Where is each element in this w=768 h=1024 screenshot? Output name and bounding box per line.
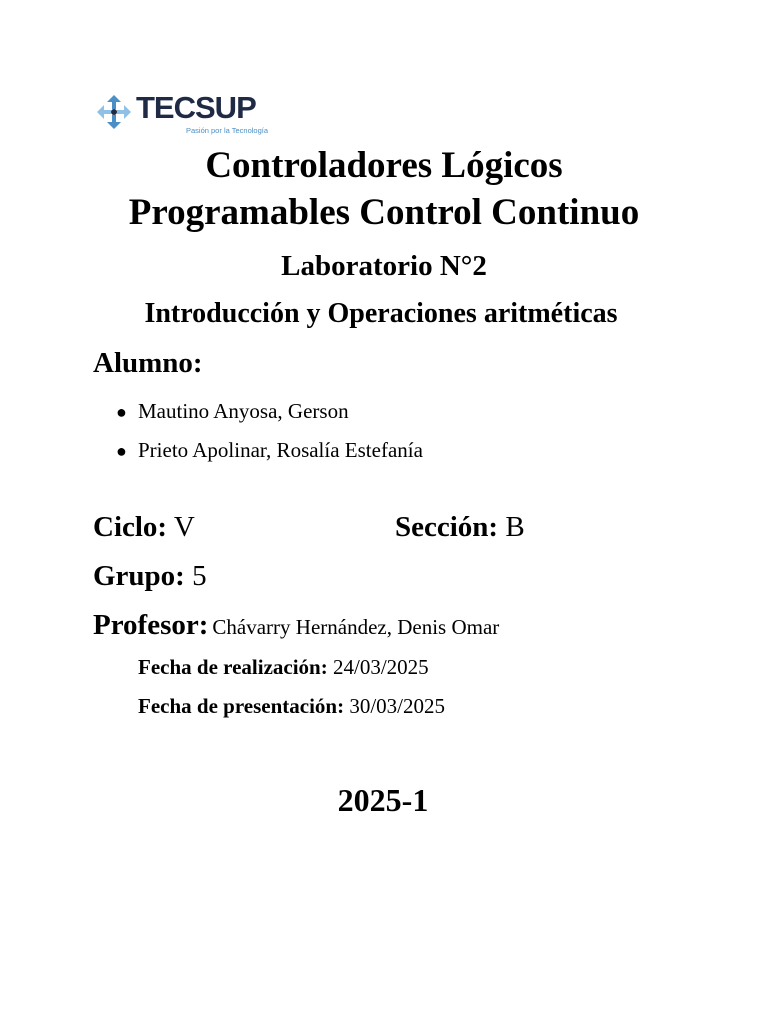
logo-tagline: Pasión por la Tecnología [186, 126, 269, 135]
document-title [0, 142, 768, 236]
seccion-value: B [505, 511, 525, 543]
fecha-realizacion-value: 24/03/2025 [332, 655, 429, 679]
ciclo-label: Ciclo: [93, 511, 168, 543]
tecsup-logo [94, 92, 274, 138]
lab-topic: Introducción y Operaciones aritméticas [144, 298, 618, 329]
profesor-row [93, 607, 499, 648]
students-heading: Alumno: [93, 347, 203, 379]
fecha-presentacion-label: Fecha de presentación: [138, 694, 345, 718]
ciclo-row [93, 509, 195, 545]
fecha-presentacion-value: 30/03/2025 [349, 694, 446, 718]
bullet-icon: ● [116, 441, 127, 461]
fecha-realizacion-label: Fecha de realización: [138, 655, 328, 679]
student-name: Mautino Anyosa, Gerson [138, 399, 349, 423]
logo-wordmark: TECSUP [136, 90, 256, 125]
bullet-icon: ● [116, 402, 127, 422]
list-item [116, 392, 423, 431]
title-line-1: Controladores Lógicos [205, 145, 563, 186]
profesor-label: Profesor: [93, 609, 209, 641]
student-list [116, 392, 423, 470]
academic-period: 2025-1 [337, 782, 429, 818]
tecsup-recycle-arrows-icon [94, 92, 134, 132]
lab-number: Laboratorio N°2 [281, 250, 487, 282]
seccion-label: Sección: [395, 511, 499, 543]
grupo-row [93, 558, 207, 594]
title-line-2: Programables Control Continuo [128, 192, 640, 233]
fecha-realizacion-row [138, 653, 429, 681]
seccion-row [395, 509, 525, 545]
fecha-presentacion-row [138, 692, 445, 720]
list-item [116, 431, 423, 470]
grupo-label: Grupo: [93, 560, 185, 592]
ciclo-value: V [173, 511, 195, 543]
student-name: Prieto Apolinar, Rosalía Estefanía [138, 438, 423, 462]
grupo-value: 5 [192, 560, 207, 592]
profesor-value: Chávarry Hernández, Denis Omar [212, 615, 500, 639]
